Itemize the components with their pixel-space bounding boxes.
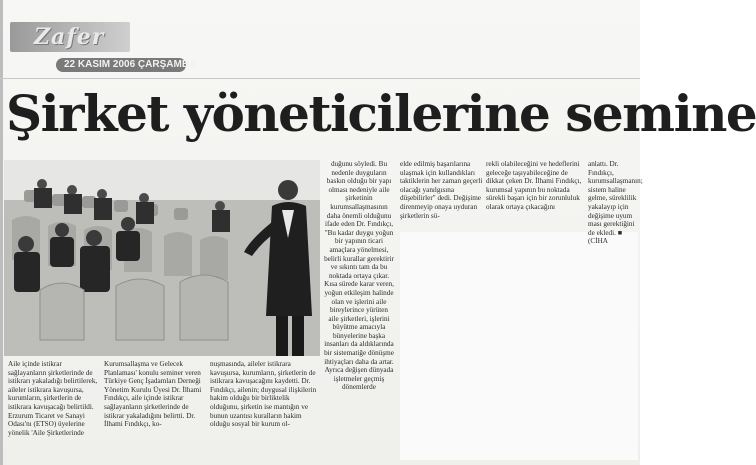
column-text: Aile içinde istikrar sağlayanların şirketlerinde de istikrarı yakaladığı belirtilerek, aileler istikrara kavuşursa, kurumların, şirketlerin de istikrara kavuşacağı belirtildi. Erzurum Ticaret ve Sanayi Odası'nı (ETSO) üyelerine yönelik 'Aile Şirketlerinde bbox=[8, 360, 98, 437]
article-column-2 bbox=[104, 360, 204, 460]
article-column-3 bbox=[210, 360, 320, 460]
masthead-name: Zafer bbox=[34, 24, 105, 50]
article-column-4 bbox=[324, 160, 394, 460]
article-headline: Şirket yöneticilerine semine bbox=[6, 84, 756, 143]
column-text: duğunu söyledi. Bu nedenle duyguların baskın olduğu bir yapı olması nedeniyle aile şirketinin kurumsallaşmasının daha önemli olduğunu ifade eden Dr. Fındıkçı, "Bu kadar duygu yoğun bir yapının ticari amaçlara yönelmesi, belirli kurallar gerektirir ve sıkıntı tam da bu noktada ortaya çıkar. Kısa sürede karar veren, yoğun etkileşim halinde olan ve işlerini aile bireylerince yürüten aile şirketleri, işlerini büyütme amacıyla bünyelerine başka insanları da aldıklarında bir sistematiğe dönüşme ihtiyaçları daha da artar. Ayrıca değişen dünyada işletmeler geçmiş dönemlerde bbox=[324, 160, 394, 392]
article-column-6 bbox=[486, 160, 584, 230]
divider bbox=[0, 78, 640, 79]
column-text: nuşmasında, aileler istikrara kavuşursa, kurumların, şirketlerin de istikrara kavuşacağını kaydetti. Dr. Fındıkçı, ailenin; duygusal ilişkilerin hakim olduğu bir birliktelik olduğunu, şirketin ise mantığın ve bunun uzantısı kuralların hakim olduğu sosyal bir kurum ol- bbox=[210, 360, 317, 429]
article-column-7 bbox=[588, 160, 643, 246]
column-text: anlattı. Dr. Fındıkçı, kurumsallaşmanın; sistem haline gelme, süreklilik yakalayıp için değişime uyum ması gerektiğini de ekledi. ■ (CİHA bbox=[588, 160, 643, 246]
masthead-logo bbox=[10, 22, 130, 52]
article-column-5 bbox=[400, 160, 484, 230]
column-text: elde edilmiş başarılarına ulaşmak için kullandıkları taktiklerin her zaman geçerli olacağı yanılgısına düşebilirler" dedi. Değişime direnmeyip onaya uyduran şirketlerin sü- bbox=[400, 160, 483, 220]
blank-area bbox=[400, 232, 638, 460]
scan-edge bbox=[0, 0, 3, 465]
date-banner bbox=[56, 58, 197, 72]
seminar-photo bbox=[4, 160, 320, 356]
issue-date: 22 KASIM 2006 ÇARŞAMBA bbox=[64, 59, 197, 70]
seminar-photo-illustration bbox=[4, 160, 320, 356]
article-column-1 bbox=[8, 360, 98, 460]
column-text: Kurumsallaşma ve Gelecek Planlaması' konulu seminer veren Türkiye Genç İşadamları Derneği Yönetim Kurulu Üyesi Dr. İlhami Fındıkçı, aile içinde istikrar sağlayanların şirketlerinde de istikrar yakaladığını belirtti. Dr. İlhami Fındıkçı, ko- bbox=[104, 360, 202, 429]
column-text: rekli olabileceğini ve hedeflerini geleceğe taşıyabileceğine de dikkat çeken Dr. İlhami Fındıkçı, kurumsal yapının bu noktada sürekli başarı için bir zorunluluk olarak ortaya çıkacağını bbox=[486, 160, 582, 211]
